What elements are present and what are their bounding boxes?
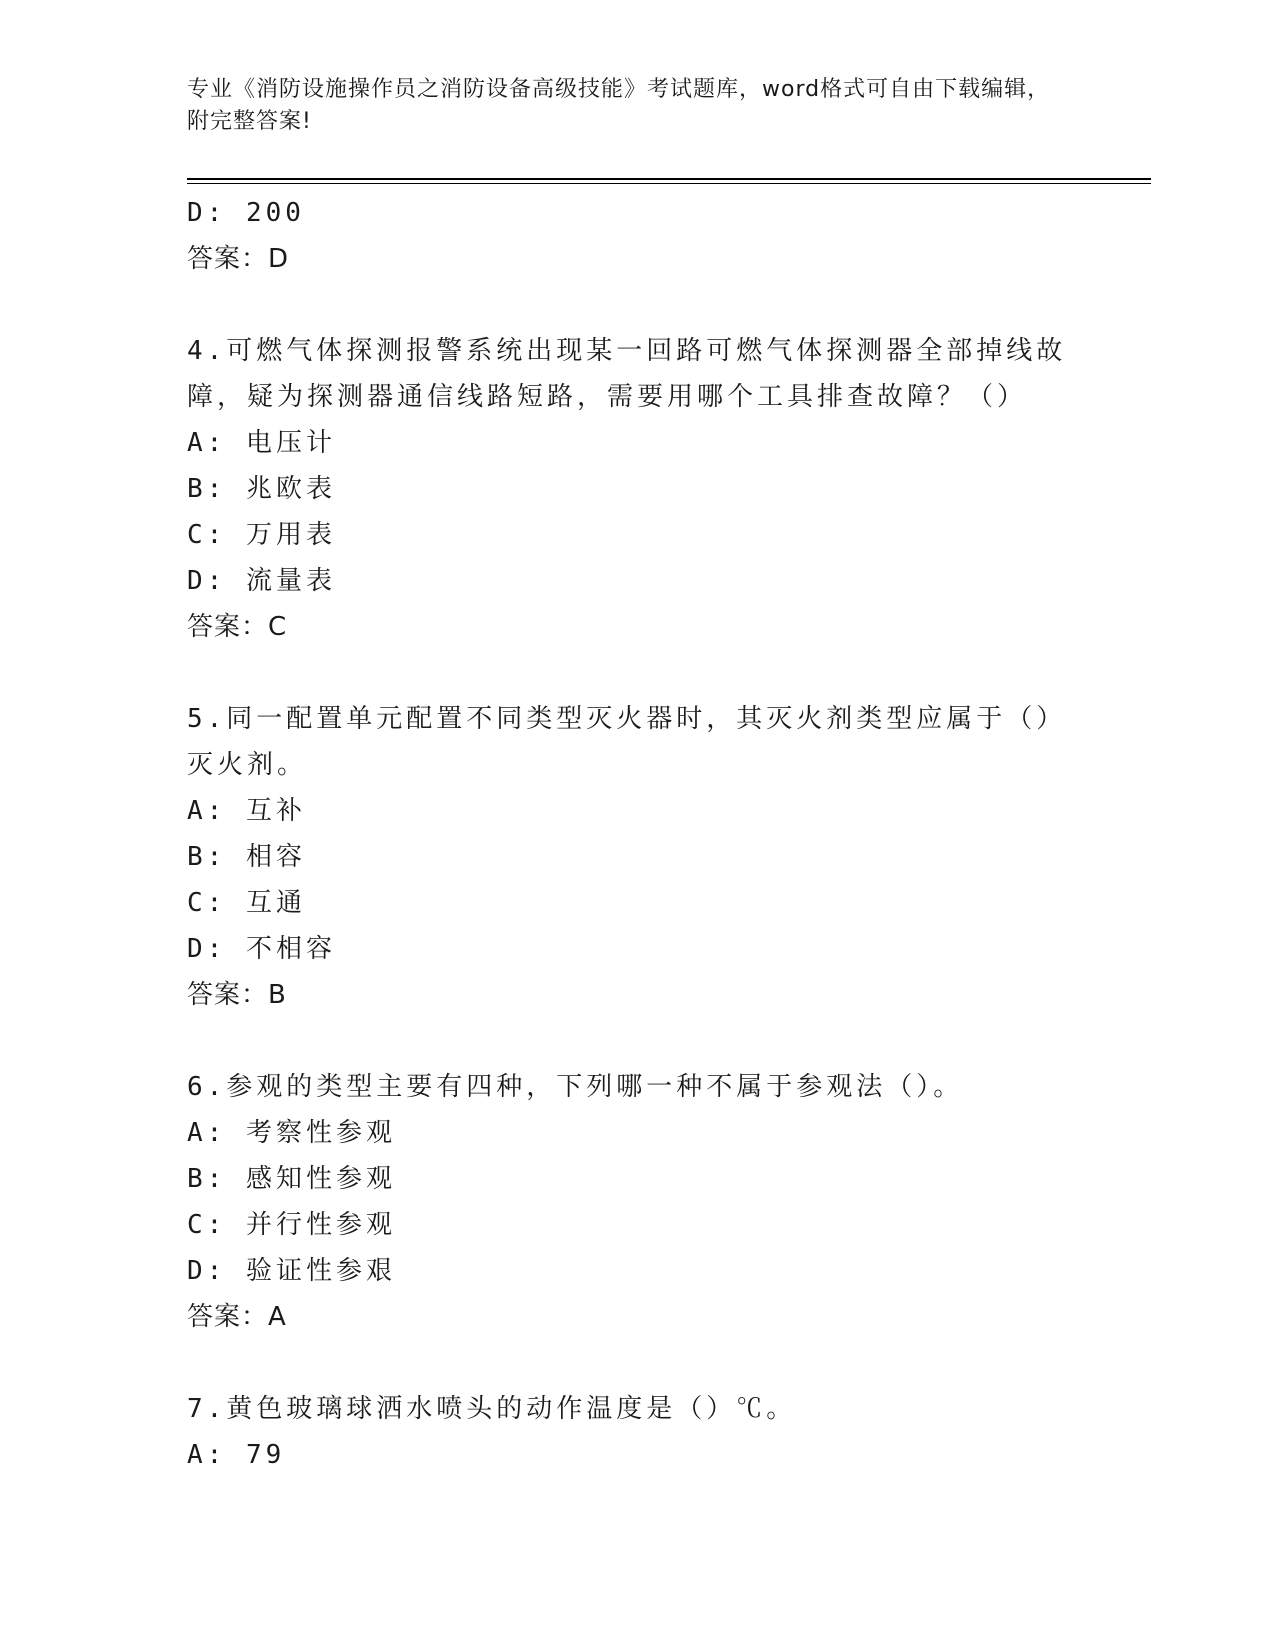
answer-line: 答案：D <box>187 244 290 274</box>
header-divider-thin <box>187 183 1151 184</box>
question-6 <box>187 1064 1087 1340</box>
question-stem: 4.可燃气体探测报警系统出现某一回路可燃气体探测器全部掉线故障，疑为探测器通信线路短路，需要用哪个工具排查故障？（） <box>187 336 1067 412</box>
option-b: B: 兆欧表 <box>187 474 336 504</box>
option-c: C: 并行性参观 <box>187 1210 396 1240</box>
answer-line: 答案：C <box>187 612 288 642</box>
option-d: D: 不相容 <box>187 934 336 964</box>
question-list <box>187 190 1087 1478</box>
question-5 <box>187 696 1087 1018</box>
option-b: B: 相容 <box>187 842 306 872</box>
answer-line: 答案：B <box>187 980 287 1010</box>
question-stem: 7.黄色玻璃球洒水喷头的动作温度是（）℃。 <box>187 1394 797 1424</box>
option-a: A: 电压计 <box>187 428 336 458</box>
question-4 <box>187 328 1087 650</box>
option-b: B: 感知性参观 <box>187 1164 396 1194</box>
option-a: A: 互补 <box>187 796 306 826</box>
option-a: A: 考察性参观 <box>187 1118 396 1148</box>
question-stem: 6.参观的类型主要有四种，下列哪一种不属于参观法（）。 <box>187 1072 964 1102</box>
option-a: A: 79 <box>187 1440 286 1470</box>
question-7 <box>187 1386 1087 1478</box>
option-c: C: 万用表 <box>187 520 336 550</box>
answer-line: 答案：A <box>187 1302 287 1332</box>
document-header: 专业《消防设施操作员之消防设备高级技能》考试题库，word格式可自由下载编辑，附完整答案! <box>187 77 1051 134</box>
option-d: D: 验证性参艰 <box>187 1256 396 1286</box>
option-c: C: 互通 <box>187 888 306 918</box>
option-d: D: 流量表 <box>187 566 336 596</box>
header-divider <box>187 178 1151 180</box>
option-d: D: 200 <box>187 198 305 228</box>
question-stem: 5.同一配置单元配置不同类型灭火器时，其灭火剂类型应属于（）灭火剂。 <box>187 704 1067 780</box>
